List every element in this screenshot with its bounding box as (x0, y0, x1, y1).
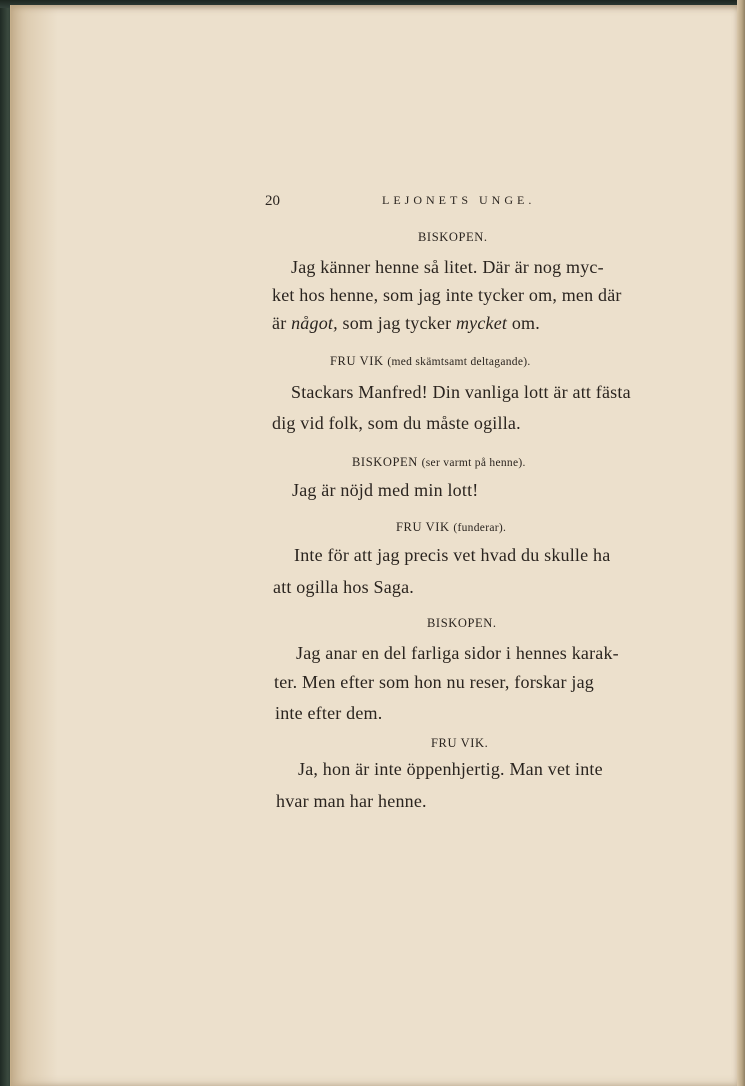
stage-direction: (med skämtsamt deltagande). (387, 356, 531, 368)
stage-direction: (funderar). (453, 522, 507, 534)
speaker-name: FRU VIK (330, 354, 384, 368)
running-title: LEJONETS UNGE. (382, 193, 536, 207)
text-run: som jag tycker (337, 313, 456, 333)
page-edge (737, 0, 745, 1086)
speaker-name: BISKOPEN. (418, 230, 488, 244)
speaker-heading (352, 454, 526, 471)
speaker-name: FRU VIK. (431, 736, 489, 750)
dialogue-line: inte efter dem. (275, 703, 383, 723)
speaker-name: FRU VIK (396, 520, 450, 534)
text-run: om. (507, 313, 540, 333)
dialogue-line: Jag känner henne så litet. Där är nog myc- (291, 257, 604, 277)
dialogue-line: dig vid folk, som du måste ogilla. (272, 413, 521, 433)
page-header (262, 191, 662, 215)
dialogue-line: ket hos henne, som jag inte tycker om, men där (272, 285, 622, 305)
dialogue-line: Stackars Manfred! Din vanliga lott är att fästa (291, 382, 631, 402)
stage-direction: (ser varmt på henne). (421, 457, 526, 469)
speaker-heading (330, 353, 531, 370)
dialogue-line: att ogilla hos Saga. (273, 577, 414, 597)
page-number: 20 (265, 193, 280, 209)
page-gutter-shadow (10, 5, 58, 1086)
speaker-name: BISKOPEN (352, 455, 418, 469)
text-run: är (272, 313, 292, 333)
emphasized-text: mycket (455, 313, 508, 333)
dialogue-line: hvar man har henne. (276, 791, 427, 811)
speaker-heading (396, 519, 506, 536)
dialogue-line: ter. Men efter som hon nu reser, forskar jag (274, 672, 594, 692)
dialogue-line: Inte för att jag precis vet hvad du skulle ha (294, 545, 611, 565)
dialogue-line: Jag är nöjd med min lott! (292, 480, 479, 500)
speaker-name: BISKOPEN. (427, 616, 497, 630)
dialogue-line: Jag anar en del farliga sidor i hennes karak- (296, 643, 619, 663)
emphasized-text: något, (291, 313, 338, 333)
dialogue-line: Ja, hon är inte öppenhjertig. Man vet inte (298, 759, 603, 779)
dialogue-line (272, 312, 540, 334)
